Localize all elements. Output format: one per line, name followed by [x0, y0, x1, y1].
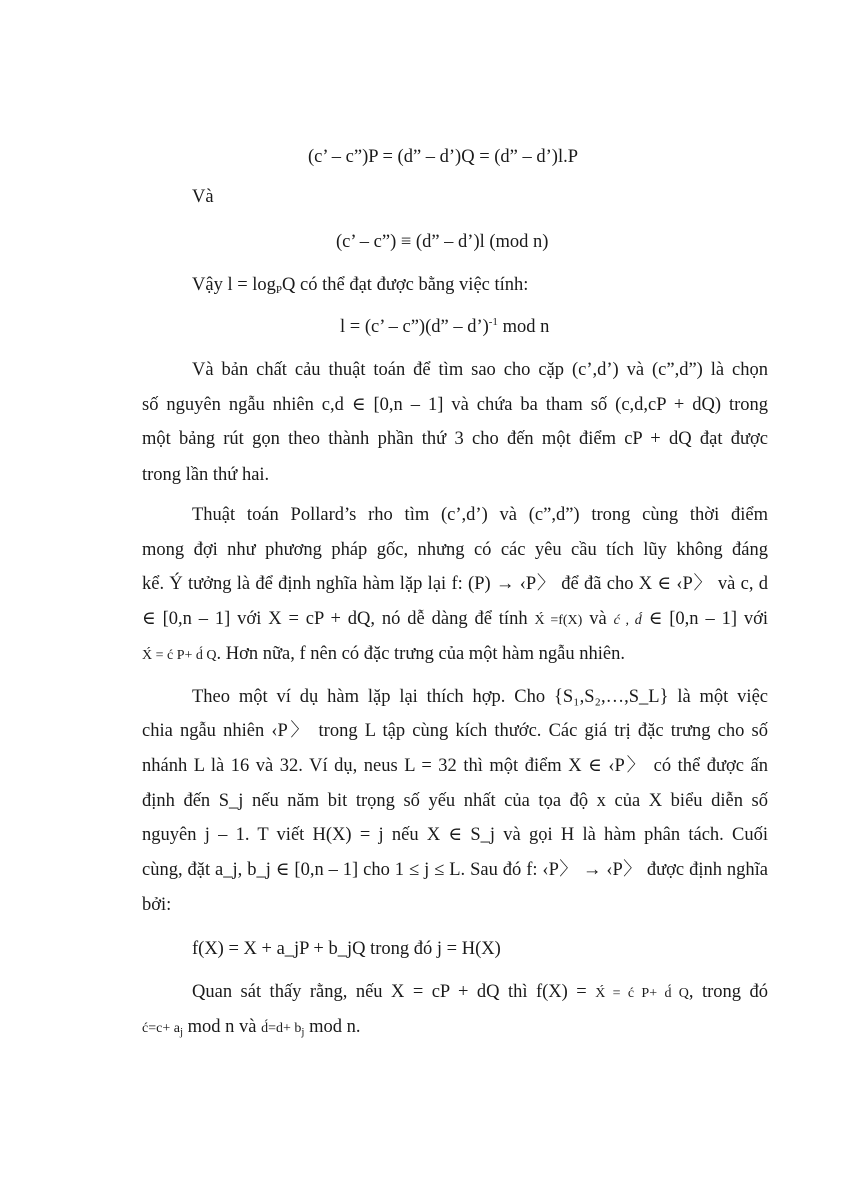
p4-l2-j: j	[179, 1026, 183, 1038]
text-vay-sub: P	[275, 284, 283, 296]
equation-2: (c’ – c”) ≡ (d” – d’)l (mod n)	[336, 232, 549, 252]
p4-l2-end: mod n.	[304, 1017, 361, 1037]
text-vay-a: Vậy l = log	[192, 275, 276, 295]
text-vay-rest: Q có thể đạt được bằng việc tính:	[282, 275, 529, 295]
p4-l2-mid: mod n và	[183, 1017, 262, 1037]
equation-3-sup: -1	[488, 316, 498, 328]
paragraph-2-line-5	[142, 645, 625, 664]
p4-l2-j2: j	[301, 1026, 305, 1038]
equation-4: f(X) = X + a_jP + b_jQ trong đó j = H(X)	[192, 939, 501, 959]
equation-3-b: mod n	[497, 317, 550, 337]
paragraph-2-line-3: kể. Ý tưởng là để định nghĩa hàm lặp lại f: (P) → ‹P〉 để đã cho X ∈ ‹P〉 và c, d	[142, 574, 768, 594]
paragraph-1-line-4: trong lần thứ hai.	[142, 465, 270, 485]
p2-l5-rest: . Hơn nữa, f nên có đặc trưng của một hàm ngẫu nhiên.	[216, 644, 625, 664]
p2-l4-cd: ć , d́	[613, 613, 642, 628]
p4-l1-a: Quan sát thấy rằng, nếu X = cP + dQ thì f(X) =	[192, 982, 587, 1002]
paragraph-2-line-1: Thuật toán Pollard’s rho tìm (c’,d’) và (c”,d”) trong cùng thời điểm	[192, 505, 768, 525]
paragraph-1-line-3: một bảng rút gọn theo thành phần thứ 3 cho đến một điểm cP + dQ đạt được	[142, 429, 768, 449]
p2-l4-b: và	[589, 609, 607, 629]
p2-l4-c: ∈ [0,n – 1] với	[648, 609, 769, 629]
paragraph-3-line-4: định đến S_j nếu năm bit trọng số yếu nhất của tọa độ x của X biểu diễn số	[142, 791, 768, 811]
paragraph-3-line-1: Theo một ví dụ hàm lặp lại thích hợp. Cho {S₁,S₂,…,S_L} là một việc	[192, 687, 768, 707]
paragraph-3-line-6: cùng, đặt a_j, b_j ∈ [0,n – 1] cho 1 ≤ j ≤ L. Sau đó f: ‹P〉 → ‹P〉 được định nghĩa	[142, 860, 768, 880]
paragraph-1-line-1: Và bản chất cảu thuật toán để tìm sao cho cặp (c’,d’) và (c”,d”) là chọn	[192, 360, 768, 380]
paragraph-3-line-7: bởi:	[142, 895, 172, 915]
p2-l4-a: ∈ [0,n – 1] với X = cP + dQ, nó dễ dàng để tính	[142, 609, 528, 629]
paragraph-3-line-5: nguyên j – 1. T viết H(X) = j nếu X ∈ S_j và gọi H là hàm phân tách. Cuối	[142, 825, 768, 845]
p2-l4-x: X́ =f(X)	[534, 613, 583, 628]
p2-l5-eq: X́ = ć P+ d́ Q	[142, 648, 217, 663]
p4-l1-eq: X́ = ć P+ d́ Q	[595, 986, 689, 1001]
p4-l2-d: d́=d+ b	[261, 1021, 302, 1036]
paragraph-4-line-1	[192, 983, 768, 1002]
paragraph-4-line-2	[142, 1018, 360, 1037]
paragraph-2-line-4	[142, 610, 768, 629]
text-va: Và	[192, 187, 214, 207]
paragraph-1-line-2: số nguyên ngẫu nhiên c,d ∈ [0,n – 1] và chứa ba tham số (c,d,cP + dQ) trong	[142, 395, 768, 415]
text-vay	[192, 276, 528, 295]
paragraph-3-line-2: chia ngẫu nhiên ‹P〉 trong L tập cùng kích thước. Các giá trị đặc trưng cho số	[142, 721, 768, 741]
paragraph-2-line-2: mong đợi như phương pháp gốc, nhưng có các yêu cầu tích lũy không đáng	[142, 540, 768, 560]
equation-3-a: l = (c’ – c”)(d” – d’)	[340, 317, 489, 337]
p4-l2-c: ć=c+ a	[142, 1021, 180, 1036]
equation-1: (c’ – c”)P = (d” – d’)Q = (d” – d’)l.P	[308, 147, 579, 167]
paragraph-3-line-3: nhánh L là 16 và 32. Ví dụ, neus L = 32 thì một điểm X ∈ ‹P〉 có thể được ấn	[142, 756, 768, 776]
p4-l1-b: , trong đó	[688, 982, 769, 1002]
equation-3	[340, 318, 549, 337]
